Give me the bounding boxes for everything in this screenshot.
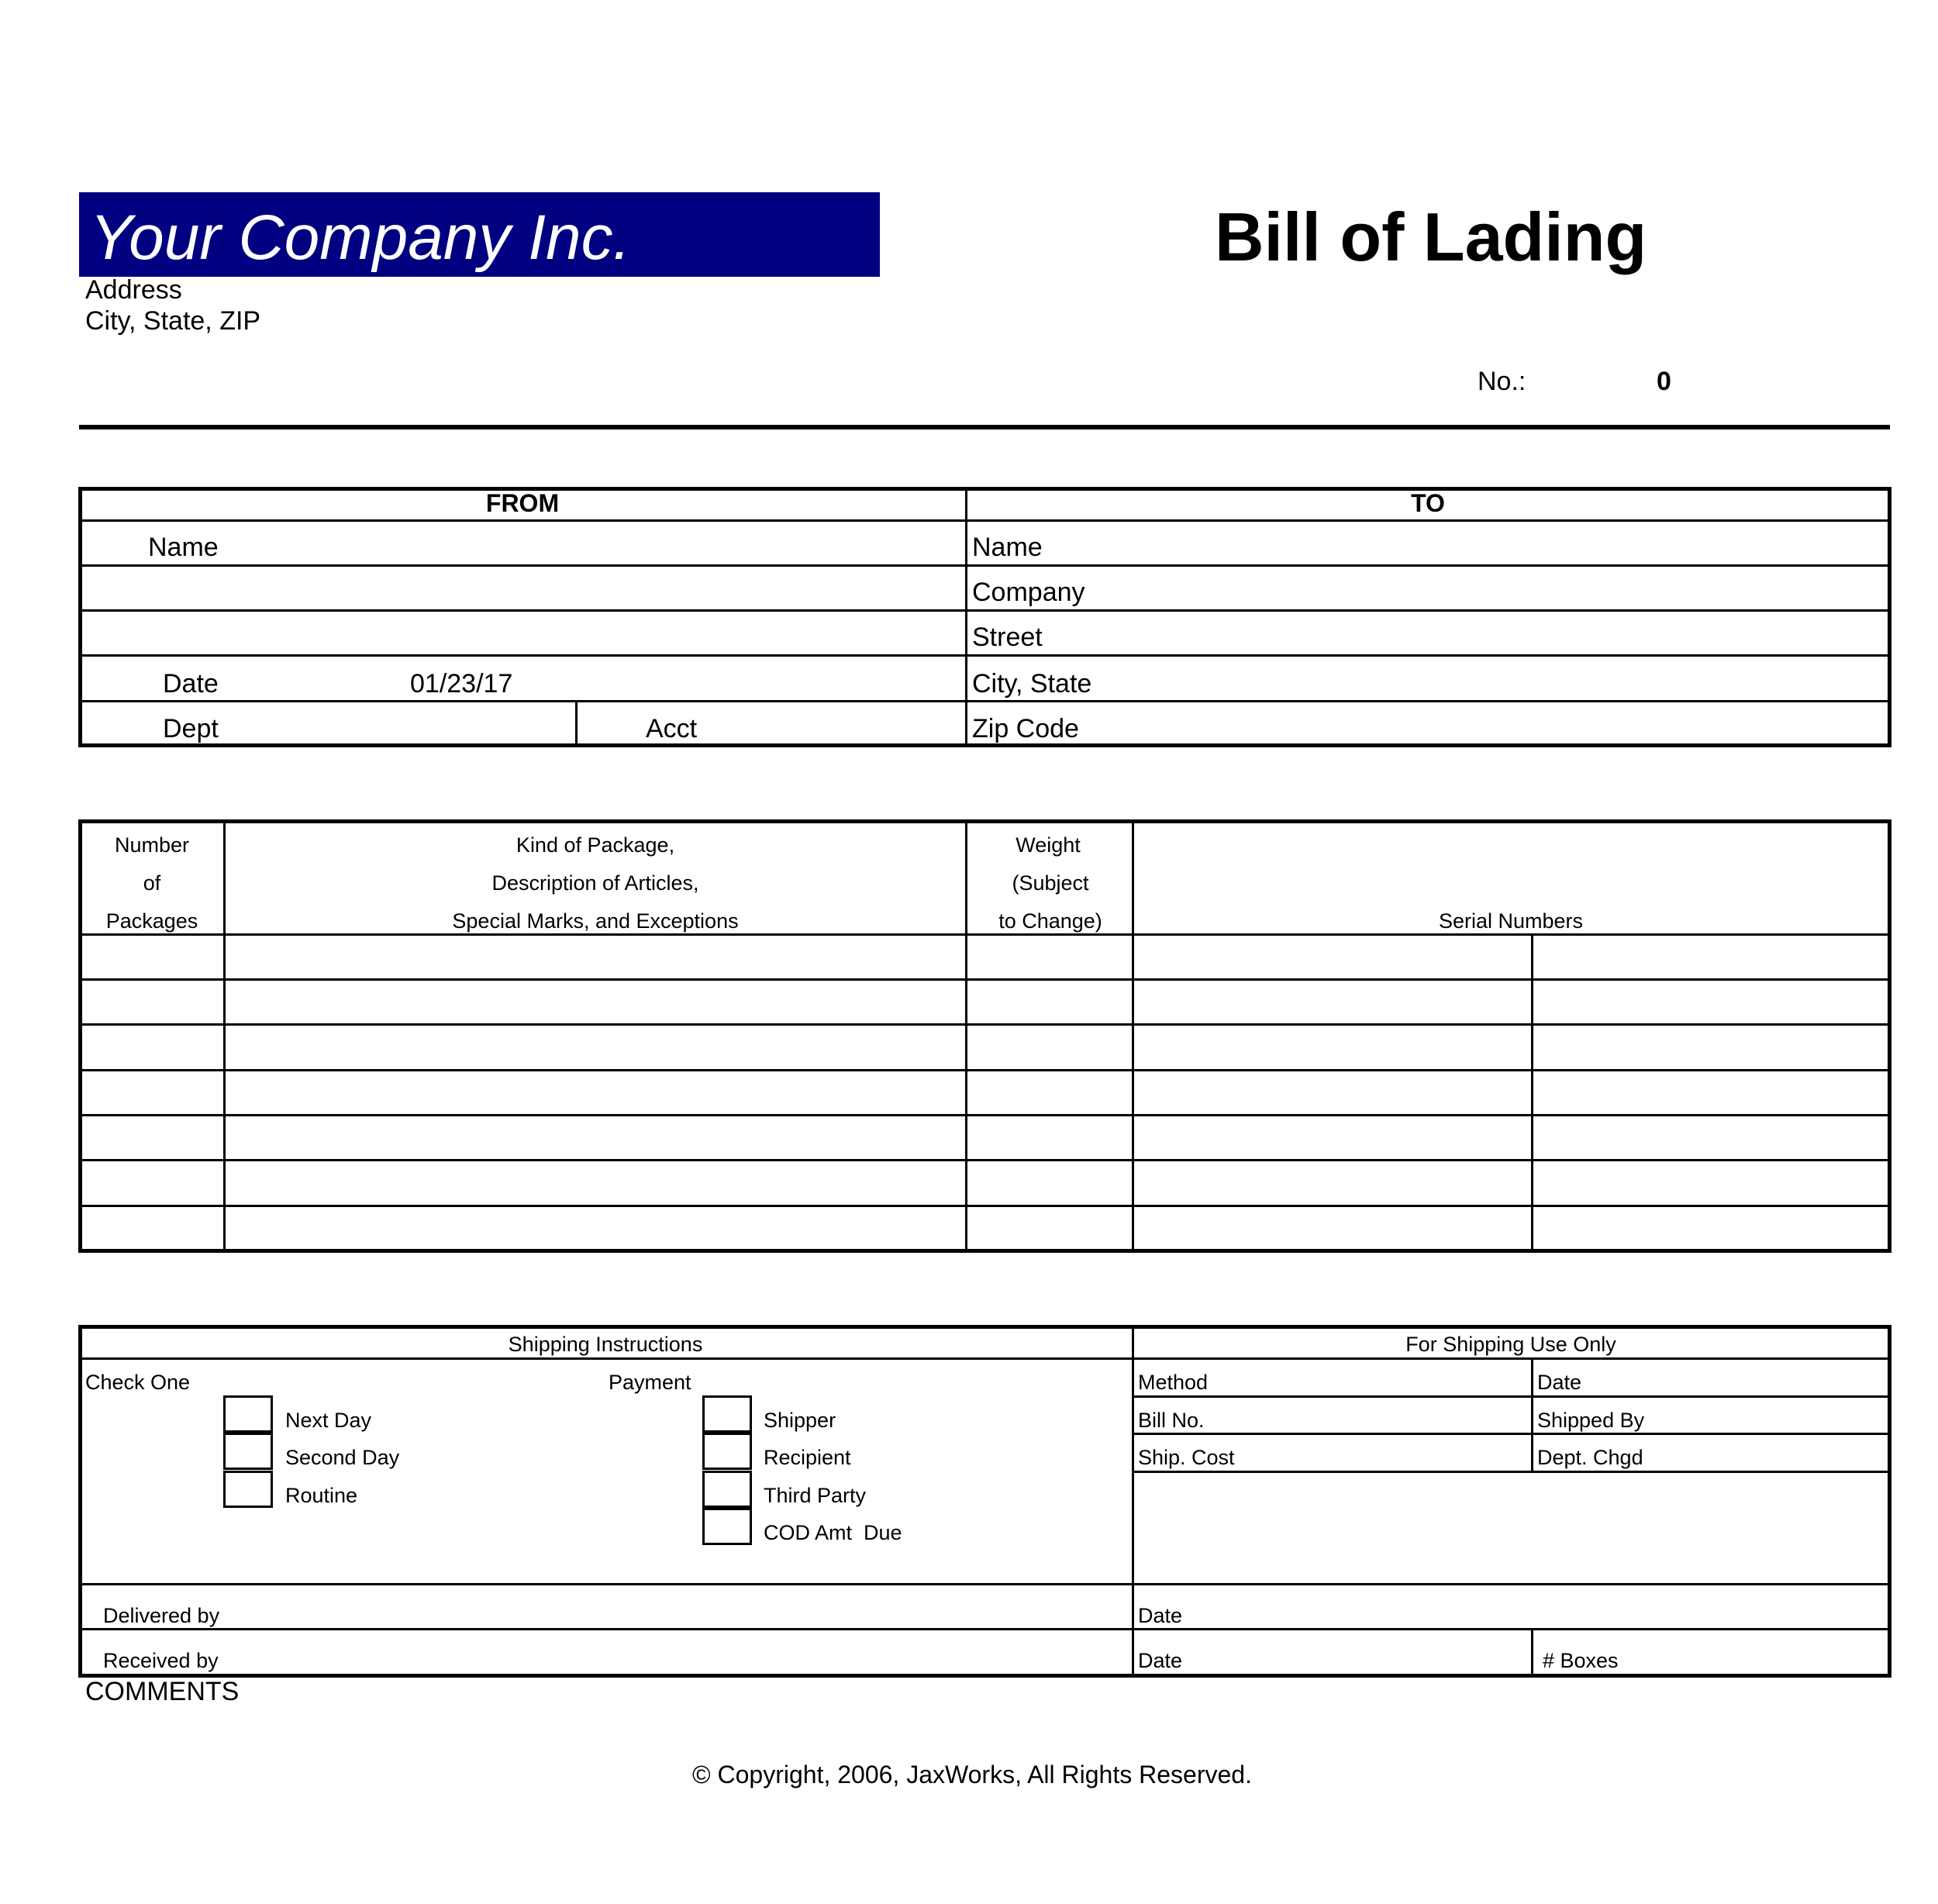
col-number-line2: of — [143, 871, 161, 895]
packages-header-line — [78, 933, 1891, 936]
delivered-date-label[interactable]: Date — [1138, 1604, 1183, 1627]
from-to-table — [78, 487, 1891, 747]
from-dept-label[interactable]: Dept — [163, 714, 219, 743]
company-city-state-zip: City, State, ZIP — [85, 306, 261, 336]
third-party-label: Third Party — [764, 1484, 867, 1507]
from-to-divider — [965, 487, 967, 747]
bill-number-label: No.: — [1478, 367, 1526, 396]
packages-col-line — [965, 819, 967, 1253]
dept-acct-divider — [575, 700, 578, 747]
shipping-header-line — [78, 1357, 1891, 1360]
package-row-line — [78, 1023, 1891, 1026]
next-day-checkbox[interactable] — [223, 1395, 273, 1433]
col-kind-line1: Kind of Package, — [516, 833, 675, 857]
comments-label[interactable]: COMMENTS — [85, 1677, 240, 1706]
routine-checkbox[interactable] — [223, 1471, 273, 1508]
bill-no-label[interactable]: Bill No. — [1138, 1409, 1205, 1432]
received-line — [78, 1628, 1891, 1630]
boxes-divider — [1531, 1628, 1533, 1678]
from-acct-label[interactable]: Acct — [646, 714, 698, 743]
second-day-label: Second Day — [285, 1446, 400, 1469]
use-only-col-line — [1531, 1357, 1533, 1471]
from-date-value[interactable]: 01/23/17 — [410, 669, 513, 698]
delivered-line — [78, 1583, 1891, 1585]
use-only-row-line — [1132, 1395, 1891, 1398]
bill-number-value[interactable]: 0 — [1657, 367, 1671, 396]
use-only-row-line — [1132, 1471, 1891, 1473]
from-date-label: Date — [163, 669, 219, 698]
from-to-row-line — [78, 654, 1891, 657]
from-to-row-line — [78, 700, 1891, 702]
col-kind-line3: Special Marks, and Exceptions — [452, 909, 739, 933]
from-header: FROM — [485, 489, 560, 517]
recipient-label: Recipient — [764, 1446, 851, 1469]
company-name: Your Company Inc. — [90, 202, 631, 273]
third-party-checkbox[interactable] — [702, 1471, 752, 1508]
shipped-by-label[interactable]: Shipped By — [1537, 1409, 1645, 1432]
payment-label: Payment — [609, 1371, 691, 1394]
copyright-notice: © Copyright, 2006, JaxWorks, All Rights Reserved. — [692, 1761, 1252, 1788]
col-serial-numbers: Serial Numbers — [1438, 909, 1584, 933]
package-row-line — [78, 1159, 1891, 1161]
to-header: TO — [1411, 489, 1445, 517]
package-row-line — [78, 1114, 1891, 1116]
use-only-row-line — [1132, 1433, 1891, 1435]
shipper-checkbox[interactable] — [702, 1395, 752, 1433]
to-name-label[interactable]: Name — [972, 533, 1043, 562]
second-day-checkbox[interactable] — [223, 1433, 273, 1470]
to-zip-label[interactable]: Zip Code — [972, 714, 1079, 743]
cod-checkbox[interactable] — [702, 1508, 752, 1545]
packages-col-line — [1132, 819, 1134, 1253]
to-city-state-label[interactable]: City, State — [972, 669, 1092, 698]
packages-col-line — [223, 819, 226, 1253]
received-by-label[interactable]: Received by — [103, 1649, 219, 1672]
ship-cost-label[interactable]: Ship. Cost — [1138, 1446, 1235, 1469]
to-company-label[interactable]: Company — [972, 578, 1085, 607]
col-weight-line1: Weight — [1016, 833, 1081, 857]
from-name-label[interactable]: Name — [148, 533, 219, 562]
package-row-line — [78, 1069, 1891, 1071]
delivered-by-label[interactable]: Delivered by — [103, 1604, 220, 1627]
shipping-main-divider — [1132, 1325, 1134, 1678]
boxes-label[interactable]: # Boxes — [1543, 1649, 1619, 1672]
col-number-line1: Number — [114, 833, 190, 857]
to-street-label[interactable]: Street — [972, 623, 1043, 652]
check-one-label: Check One — [85, 1371, 191, 1394]
from-to-row-line — [78, 564, 1891, 567]
col-weight-line2: (Subject — [1012, 871, 1089, 895]
shipper-label: Shipper — [764, 1409, 836, 1432]
received-date-label[interactable]: Date — [1138, 1649, 1183, 1672]
use-only-date-label[interactable]: Date — [1537, 1371, 1582, 1394]
method-label[interactable]: Method — [1138, 1371, 1209, 1394]
document-title: Bill of Lading — [1215, 198, 1647, 275]
company-address: Address — [85, 275, 182, 305]
shipping-instructions-header: Shipping Instructions — [508, 1333, 703, 1356]
header-divider — [79, 425, 1890, 429]
col-number-line3: Packages — [105, 909, 198, 933]
cod-amt-due-label: COD Amt Due — [764, 1521, 902, 1544]
package-row-line — [78, 1205, 1891, 1207]
from-to-header-line — [78, 519, 1891, 522]
col-weight-line3: to Change) — [998, 909, 1102, 933]
next-day-label: Next Day — [285, 1409, 372, 1432]
packages-table — [78, 819, 1891, 1253]
dept-chgd-label[interactable]: Dept. Chgd — [1537, 1446, 1643, 1469]
routine-label: Routine — [285, 1484, 358, 1507]
for-shipping-use-only-header: For Shipping Use Only — [1405, 1333, 1616, 1356]
recipient-checkbox[interactable] — [702, 1433, 752, 1470]
col-kind-line2: Description of Articles, — [491, 871, 699, 895]
from-to-row-line — [78, 609, 1891, 612]
package-row-line — [78, 978, 1891, 981]
